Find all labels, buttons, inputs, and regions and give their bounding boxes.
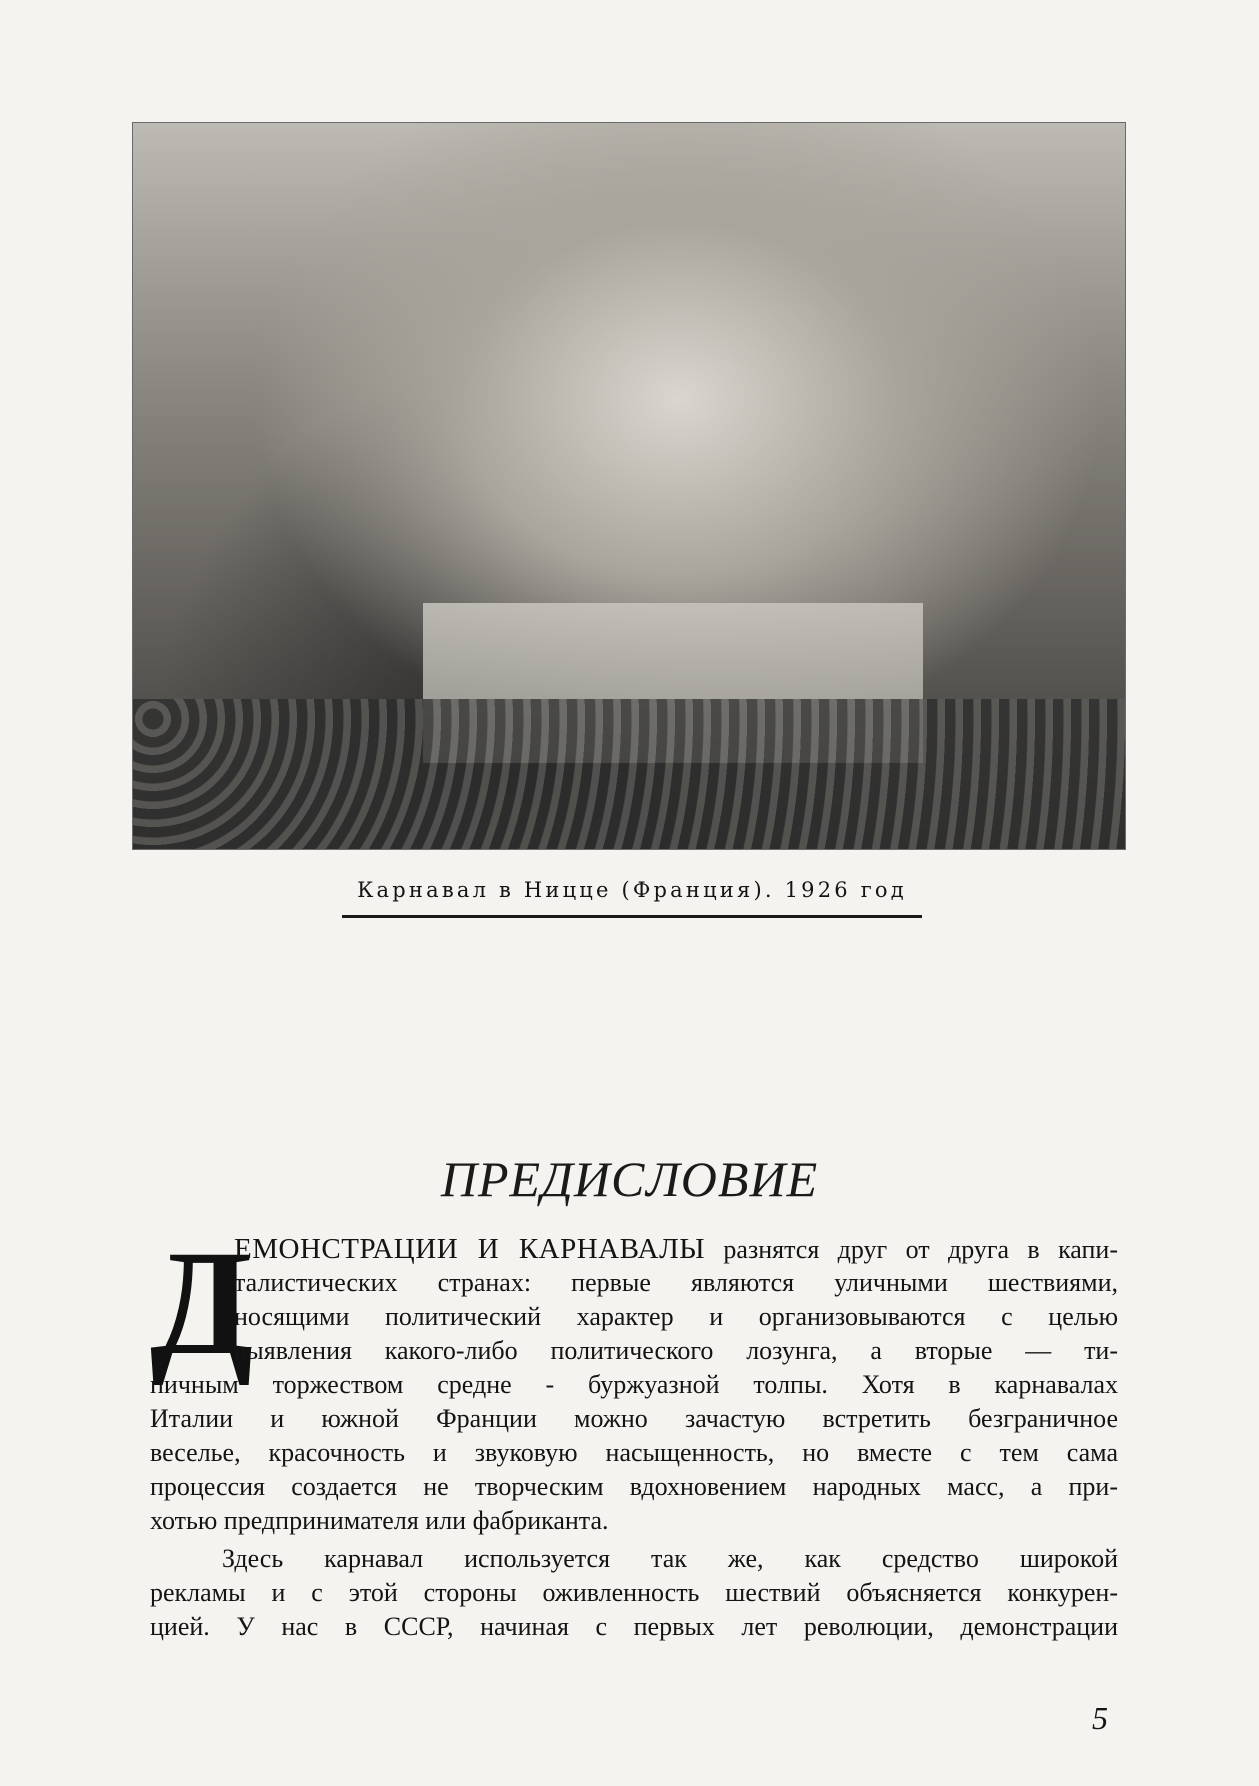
text-line: Италии и южной Франции можно зачастую встретить безграничное (150, 1404, 1118, 1433)
page-number: 5 (1092, 1700, 1108, 1736)
text-line: выявления какого-либо политического лозунга, а вторые — ти- (234, 1336, 1118, 1365)
text-line: рекламы и с этой стороны оживленность шествий объясняется конкурен- (150, 1578, 1118, 1607)
drop-cap: Д (150, 1220, 254, 1386)
text-line: процессия создается не творческим вдохновением народных масс, а при- (150, 1472, 1118, 1501)
text-rest: разнятся друг от друга в капи- (705, 1235, 1118, 1264)
text-caps: ЕМОНСТРАЦИИ И КАРНАВАЛЫ (234, 1233, 706, 1265)
caption-underline (342, 915, 922, 918)
photo-caption: Карнавал в Ницце (Франция). 1926 год (357, 878, 907, 902)
text-line: талистических странах: первые являются уличными шествиями, (234, 1268, 1118, 1297)
crowd-figure (133, 699, 1125, 849)
text-line: пичным торжеством средне - буржуазной толпы. Хотя в карнавалах (150, 1370, 1118, 1399)
text-line: хотью предпринимателя или фабриканта. (150, 1506, 609, 1535)
text-line: Здесь карнавал используется так же, как средство широкой (222, 1544, 1118, 1573)
text-line (234, 1232, 1118, 1267)
text-line: цией. У нас в СССР, начиная с первых лет революции, демонстрации (150, 1612, 1118, 1641)
text-line: веселье, красочность и звуковую насыщенность, но вместе с тем сама (150, 1438, 1118, 1467)
chapter-heading: ПРЕДИСЛОВИЕ (440, 1151, 819, 1207)
text-line: носящими политический характер и организовываются с целью (234, 1302, 1118, 1331)
carnival-photo (132, 122, 1126, 850)
